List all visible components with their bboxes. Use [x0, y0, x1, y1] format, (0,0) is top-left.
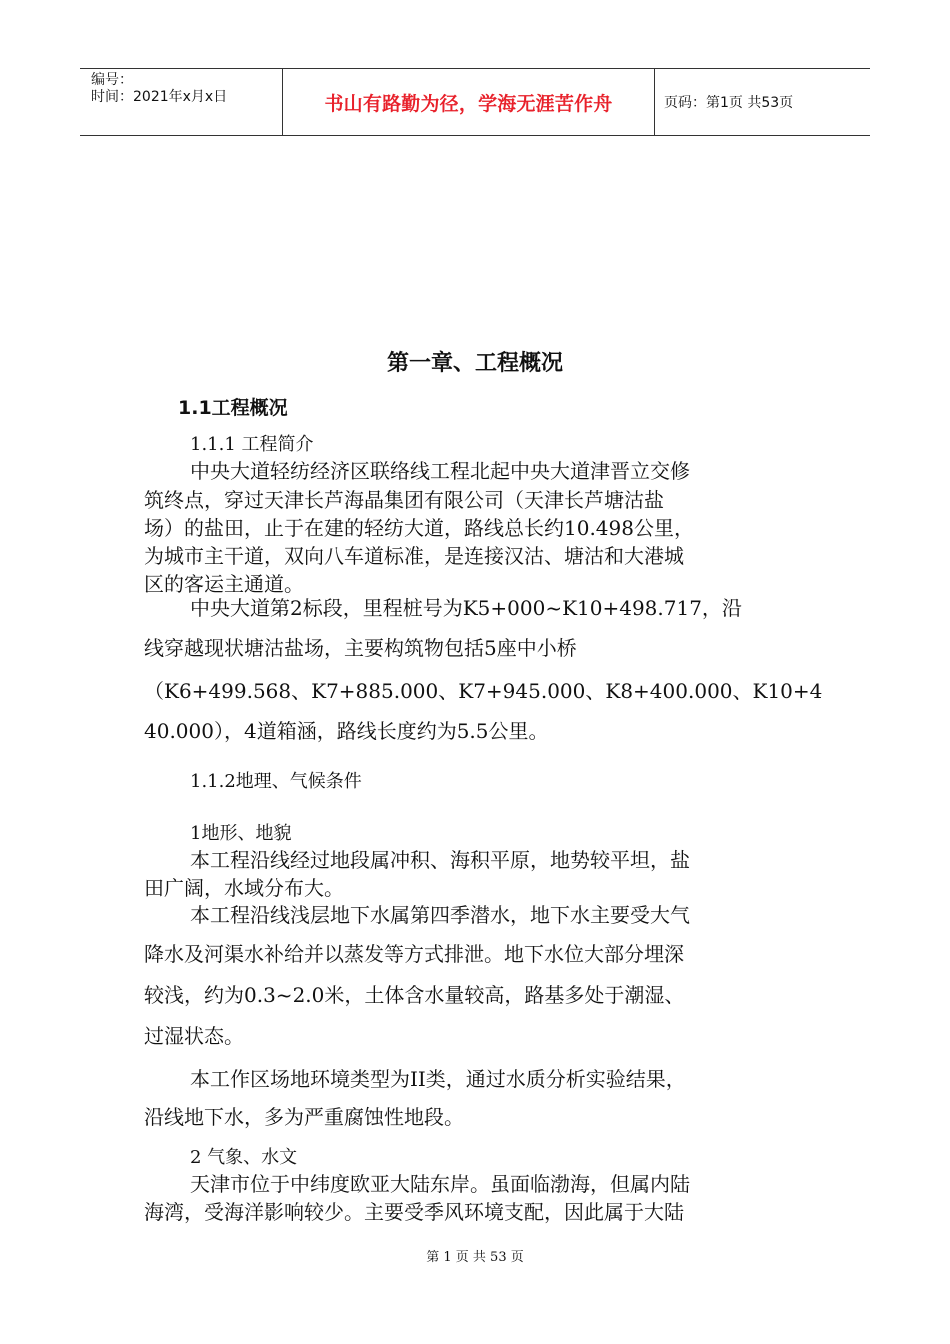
header-motto-cell: [283, 69, 655, 135]
paragraph-line: 中央大道第2标段，里程桩号为K5+000~K10+498.717，沿: [190, 596, 742, 620]
header-page-info: 页码：第1页 共53页: [664, 95, 794, 111]
paragraph-line: （K6+499.568、K7+885.000、K7+945.000、K8+400.000、K10+4: [144, 679, 823, 703]
item-title-terrain: 1地形、地貌: [190, 823, 292, 844]
paragraph-line: 区的客运主通道。: [144, 572, 304, 596]
paragraph-line: 40.000），4道箱涵，路线长度约为5.5公里。: [144, 719, 549, 743]
header-motto: 书山有路勤为径，学海无涯苦作舟: [324, 92, 613, 115]
document-number-label: 编号：: [91, 72, 133, 88]
paragraph-line: 场）的盐田，止于在建的轻纺大道，路线总长约10.498公里，: [144, 516, 694, 540]
paragraph-line: 田广阔，水域分布大。: [144, 876, 344, 900]
section-title: 1.1工程概况: [178, 397, 288, 419]
paragraph-line: 本工程沿线浅层地下水属第四季潜水，地下水主要受大气: [190, 903, 690, 927]
paragraph-line: 海湾，受海洋影响较少。主要受季风环境支配，因此属于大陆: [144, 1200, 684, 1224]
subsection-title-1-1-1: 1.1.1 工程简介: [190, 434, 314, 455]
paragraph-line: 沿线地下水，多为严重腐蚀性地段。: [144, 1105, 464, 1129]
page-header: [80, 68, 870, 136]
document-date: 时间：2021年x月x日: [91, 89, 228, 105]
paragraph-line: 筑终点，穿过天津长芦海晶集团有限公司（天津长芦塘沽盐: [144, 488, 664, 512]
item-title-climate: 2 气象、水文: [190, 1147, 298, 1168]
paragraph-line: 较浅，约为0.3~2.0米，土体含水量较高，路基多处于潮湿、: [144, 983, 685, 1007]
subsection-title-1-1-2: 1.1.2地理、气候条件: [190, 771, 362, 792]
page-footer: 第 1 页 共 53 页: [426, 1250, 524, 1265]
paragraph-line: 线穿越现状塘沽盐场，主要构筑物包括5座中小桥: [144, 636, 577, 660]
paragraph-line: 为城市主干道，双向八车道标准，是连接汉沽、塘沽和大港城: [144, 544, 684, 568]
paragraph-line: 本工作区场地环境类型为II类，通过水质分析实验结果，: [190, 1067, 686, 1091]
paragraph-line: 中央大道轻纺经济区联络线工程北起中央大道津晋立交修: [190, 459, 690, 483]
paragraph-line: 过湿状态。: [144, 1024, 244, 1048]
paragraph-line: 本工程沿线经过地段属冲积、海积平原，地势较平坦，盐: [190, 848, 690, 872]
paragraph-line: 天津市位于中纬度欧亚大陆东岸。虽面临渤海，但属内陆: [190, 1172, 690, 1196]
paragraph-line: 降水及河渠水补给并以蒸发等方式排泄。地下水位大部分埋深: [144, 942, 684, 966]
header-meta: [80, 69, 283, 135]
chapter-title: 第一章、工程概况: [386, 351, 563, 376]
